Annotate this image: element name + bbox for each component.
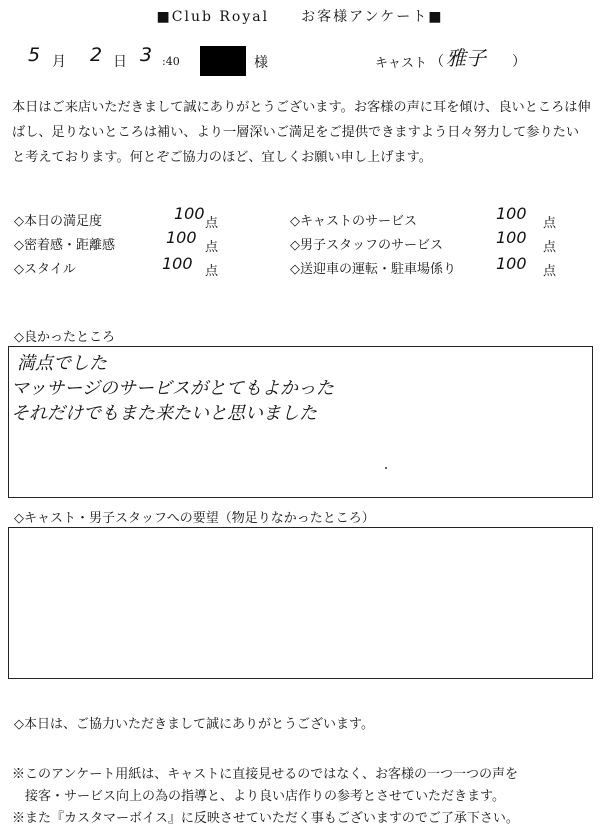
good-points-box bbox=[8, 346, 593, 498]
rating-label: ◇スタイル bbox=[14, 262, 76, 277]
minute-value: :40 bbox=[162, 55, 180, 68]
pen-dot bbox=[385, 467, 387, 469]
hour-value: 3 bbox=[140, 44, 153, 66]
thanks-text: ◇本日は、ご協力いただきまして誠にありがとうございます。 bbox=[14, 717, 374, 732]
rating-unit: 点 bbox=[543, 240, 557, 255]
rating-label: ◇男子スタッフのサービス bbox=[290, 238, 443, 253]
redacted-name bbox=[200, 46, 246, 76]
rating-value: 100 bbox=[496, 254, 527, 273]
cast-label: キャスト bbox=[375, 56, 428, 71]
rating-unit: 点 bbox=[205, 240, 219, 255]
form-title: ■Club Royal お客様アンケート■ bbox=[156, 9, 444, 25]
rating-value: 100 bbox=[496, 204, 527, 223]
footer-note: 接客・サービス向上の為の指導と、より良い店作りの参考とさせていただきます。 bbox=[12, 789, 505, 804]
rating-label: ◇本日の満足度 bbox=[14, 214, 102, 229]
rating-value: 100 bbox=[162, 254, 193, 273]
intro-text: 本日はご来店いただきまして誠にありがとうございます。お客様の声に耳を傾け、良いところは伸ばし、足りないところは補い、より一層深いご満足をご提供できますよう日々努力して参りたいと考えております。何とぞご協力のほど、宜しくお願い申し上げます。 bbox=[12, 100, 591, 165]
cast-paren-close: ） bbox=[512, 54, 526, 70]
rating-value: 100 bbox=[174, 204, 205, 223]
requests-label: ◇キャスト・男子スタッフへの要望（物足りなかったところ） bbox=[14, 511, 375, 526]
cast-paren-open: （ bbox=[430, 54, 444, 70]
rating-unit: 点 bbox=[205, 264, 219, 279]
rating-value: 100 bbox=[496, 228, 527, 247]
day-value: 2 bbox=[90, 44, 103, 66]
rating-value: 100 bbox=[166, 228, 197, 247]
good-points-label: ◇良かったところ bbox=[14, 330, 115, 345]
rating-label: ◇送迎車の運転・駐車場係り bbox=[290, 262, 456, 277]
comment-line: それだけでもまた来たいと思いました bbox=[11, 403, 317, 424]
rating-unit: 点 bbox=[543, 216, 557, 231]
rating-label: ◇密着感・距離感 bbox=[14, 238, 115, 253]
footer-note: ※このアンケート用紙は、キャストに直接見せるのではなく、お客様の一つ一つの声を bbox=[12, 767, 518, 782]
day-unit: 日 bbox=[113, 54, 127, 70]
comment-line: 満点でした bbox=[17, 353, 107, 374]
rating-unit: 点 bbox=[205, 216, 219, 231]
comment-line: マッサージのサービスがとてもよかった bbox=[11, 378, 334, 399]
requests-box bbox=[8, 527, 593, 679]
footer-note: ※また『カスタマーボイス』に反映させていただく事もございますのでご了承下さい。 bbox=[12, 811, 519, 826]
month-unit: 月 bbox=[52, 54, 66, 70]
sama-label: 様 bbox=[254, 55, 268, 71]
rating-label: ◇キャストのサービス bbox=[290, 214, 417, 229]
month-value: 5 bbox=[28, 44, 41, 66]
cast-name: 雅子 bbox=[446, 46, 486, 70]
rating-unit: 点 bbox=[543, 264, 557, 279]
